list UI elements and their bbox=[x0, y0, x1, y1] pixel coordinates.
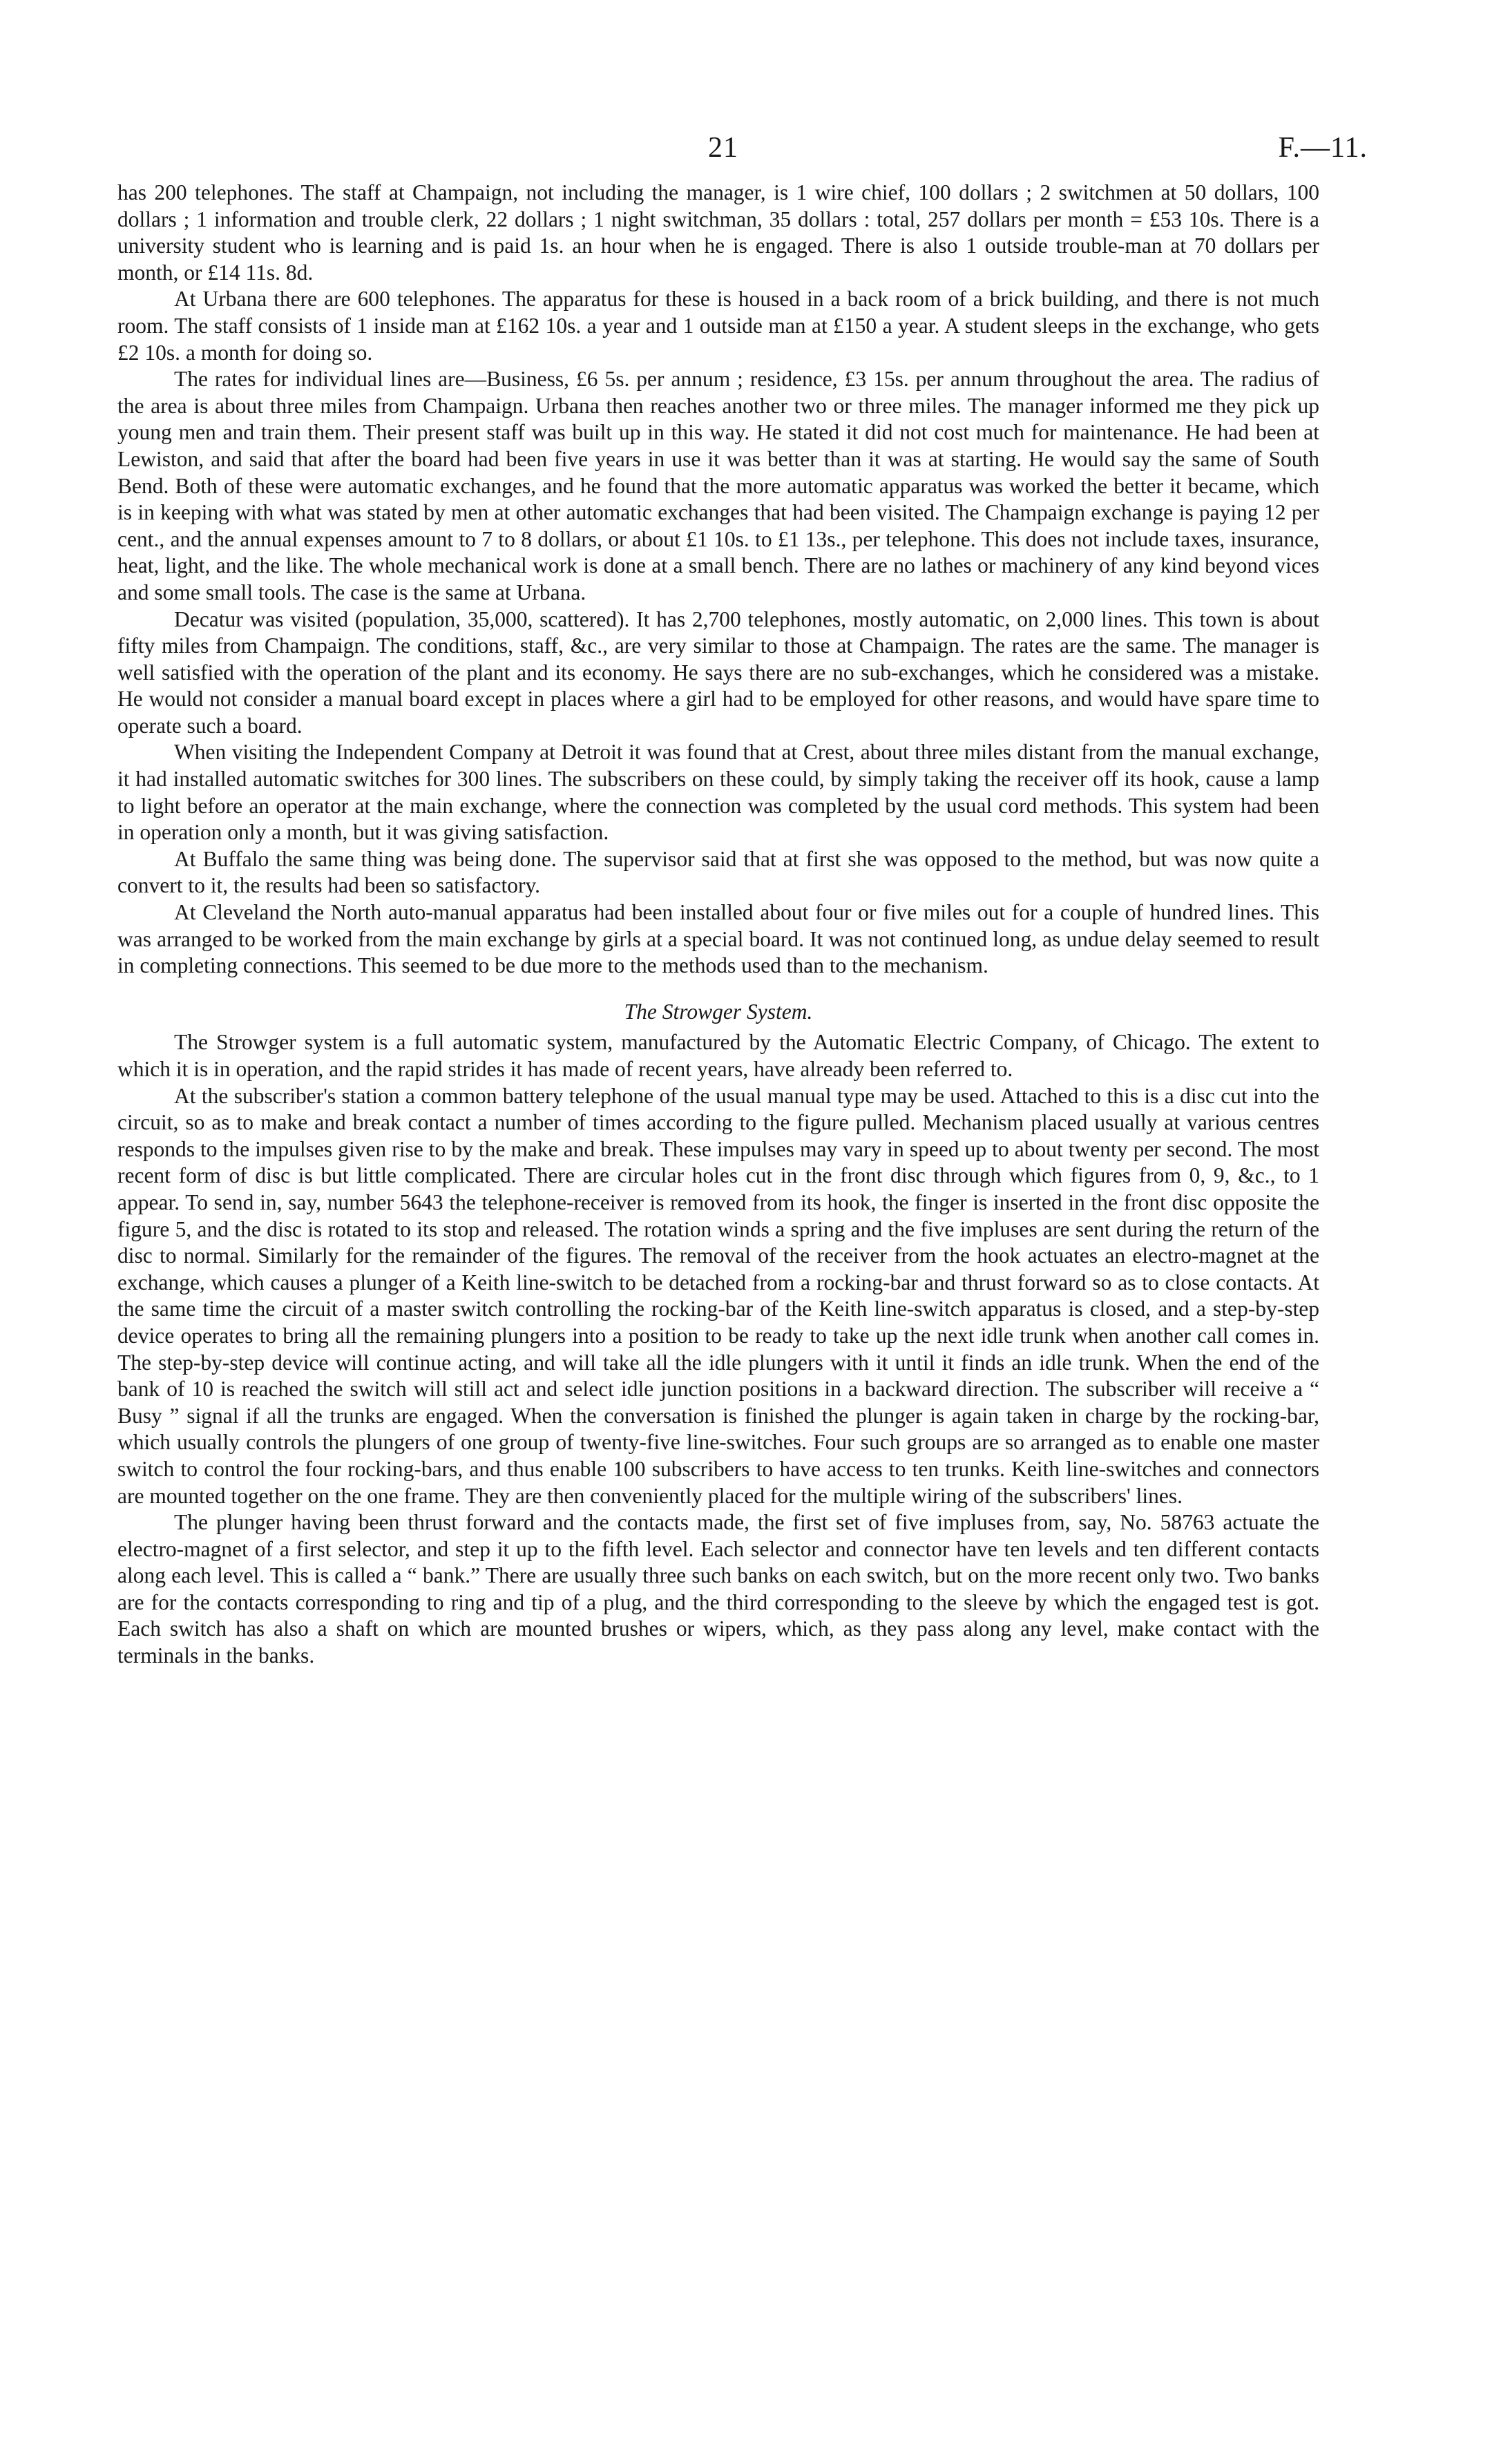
section-heading: The Strowger System. bbox=[624, 999, 813, 1024]
document-page bbox=[117, 131, 1368, 1670]
paragraph-decatur: Decatur was visited (population, 35,000, scattered). It has 2,700 telephones, mostly automatic, on 2,000 lines. This town is about fifty miles from Champaign. The conditions, staff, &c., are very similar to those at Champaign. The rates are the same. The manager is well satisfied with the operation of the plant and its economy. He says there are no sub-exchanges, which he considered was a mistake. He would not consider a manual board except in places where a girl had to be employed for other reasons, and would have spare time to operate such a board. bbox=[117, 607, 1319, 738]
paragraph-buffalo: At Buffalo the same thing was being done. The supervisor said that at first she was opposed to the method, but was now quite a convert to it, the results had been so satisfactory. bbox=[117, 846, 1319, 898]
paragraph-rates: The rates for individual lines are—Business, £6 5s. per annum ; residence, £3 15s. per annum throughout the area. The radius of the area is about three miles from Champaign. Urbana then reaches another two or three miles. The manager informed me they pick up young men and train them. Their present staff was built up in this way. He stated it did not cost much for maintenance. He had been at Lewiston, and said that after the board had been five years in use it was better than it was at starting. He would say the same of South Bend. Both of these were automatic exchanges, and he found that the more automatic apparatus was worked the better it became, which is in keeping with what was stated by men at other automatic exchanges that had been visited. The Champaign exchange is paying 12 per cent., and the annual expenses amount to 7 to 8 dollars, or about £1 10s. to £1 13s., per telephone. This does not include taxes, insurance, heat, light, and the like. The whole mechanical work is done at a small bench. There are no lathes or machinery of any kind beyond vices and some small tools. The case is the same at Urbana. bbox=[117, 367, 1319, 604]
paragraph-detroit: When visiting the Independent Company at Detroit it was found that at Crest, about three miles distant from the manual exchange, it had installed automatic switches for 300 lines. The subscribers on these could, by simply taking the receiver off its hook, cause a lamp to light before an operator at the main exchange, where the connection was completed by the usual cord methods. This system had been in operation only a month, but it was giving satisfaction. bbox=[117, 740, 1319, 845]
body-text bbox=[117, 180, 1319, 1670]
paragraph-urbana: At Urbana there are 600 telephones. The apparatus for these is housed in a back room of a brick building, and there is not much room. The staff consists of 1 inside man at £162 10s. a year and 1 outside man at £150 a year. A student sleeps in the exchange, who gets £2 10s. a month for doing so. bbox=[117, 287, 1319, 365]
document-reference: F.—11. bbox=[1278, 132, 1368, 164]
page-number: 21 bbox=[708, 132, 738, 164]
paragraph-subscriber-station: At the subscriber's station a common battery telephone of the usual manual type may be used. Attached to this is a disc cut into the circuit, so as to make and break contact a number of times according to the figure pulled. Mechanism placed usually at various centres responds to the impulses given rise to by the make and break. These impulses may vary in speed up to about twenty per second. The most recent form of disc is but little complicated. There are circular holes cut in the front disc through which figures from 0, 9, &c., to 1 appear. To send in, say, number 5643 the telephone-receiver is removed from its hook, the finger is inserted in the front disc opposite the figure 5, and the disc is rotated to its stop and released. The rotation winds a spring and the five impluses are sent during the return of the disc to normal. Similarly for the remainder of the figures. The removal of the receiver from the hook actuates an electro-magnet at the exchange, which causes a plunger of a Keith line-switch to be detached from a rocking-bar and thrust forward so as to close contacts. At the same time the circuit of a master switch controlling the rocking-bar of the Keith line-switch apparatus is closed, and a step-by-step device operates to bring all the remaining plungers into a position to be ready to take up the next idle trunk when another call comes in. The step-by-step device will continue acting, and will take all the idle plungers with it until it finds an idle trunk. When the end of the bank of 10 is reached the switch will still act and select idle junction positions in a backward direction. The subscriber will receive a “ Busy ” signal if all the trunks are engaged. When the conversation is finished the plunger is again taken in charge by the rocking-bar, which usually controls the plungers of one group of twenty-five line-switches. Four such groups are so arranged as to enable one master switch to control the four rocking-bars, and thus enable 100 subscribers to have access to ten trunks. Keith line-switches and connectors are mounted together on the one frame. They are then conveniently placed for the multiple wiring of the subscribers' lines. bbox=[117, 1083, 1319, 1508]
paragraph-cleveland: At Cleveland the North auto-manual apparatus had been installed about four or five miles out for a couple of hundred lines. This was arranged to be worked from the main exchange by girls at a special board. It was not continued long, as undue delay seemed to result in completing connections. This seemed to be due more to the methods used than to the mechanism. bbox=[117, 900, 1319, 978]
paragraph-strowger-intro: The Strowger system is a full automatic system, manufactured by the Automatic Electric Company, of Chicago. The extent to which it is in operation, and the rapid strides it has made of recent years, have already been referred to. bbox=[117, 1030, 1319, 1081]
paragraph-plunger: The plunger having been thrust forward and the contacts made, the first set of five impluses from, say, No. 58763 actuate the electro-magnet of a first selector, and step it up to the fifth level. Each selector and connector have ten levels and ten different contacts along each level. This is called a “ bank.” There are usually three such banks on each switch, but on the more recent only two. Two banks are for the contacts corresponding to ring and tip of a plug, and the third corresponding to the sleeve by which the engaged test is got. Each switch has also a shaft on which are mounted brushes or wipers, which, as they pass along any level, make contact with the terminals in the banks. bbox=[117, 1510, 1319, 1668]
paragraph-champaign-staff: has 200 telephones. The staff at Champaign, not including the manager, is 1 wire chief, 100 dollars ; 2 switchmen at 50 dollars, 100 dollars ; 1 information and trouble clerk, 22 dollars ; 1 night switchman, 35 dollars : total, 257 dollars per month = £53 10s. There is a university student who is learning and is paid 1s. an hour when he is engaged. There is also 1 outside trouble-man at 70 dollars per month, or £14 11s. 8d. bbox=[117, 180, 1319, 285]
page-header bbox=[117, 131, 1368, 180]
